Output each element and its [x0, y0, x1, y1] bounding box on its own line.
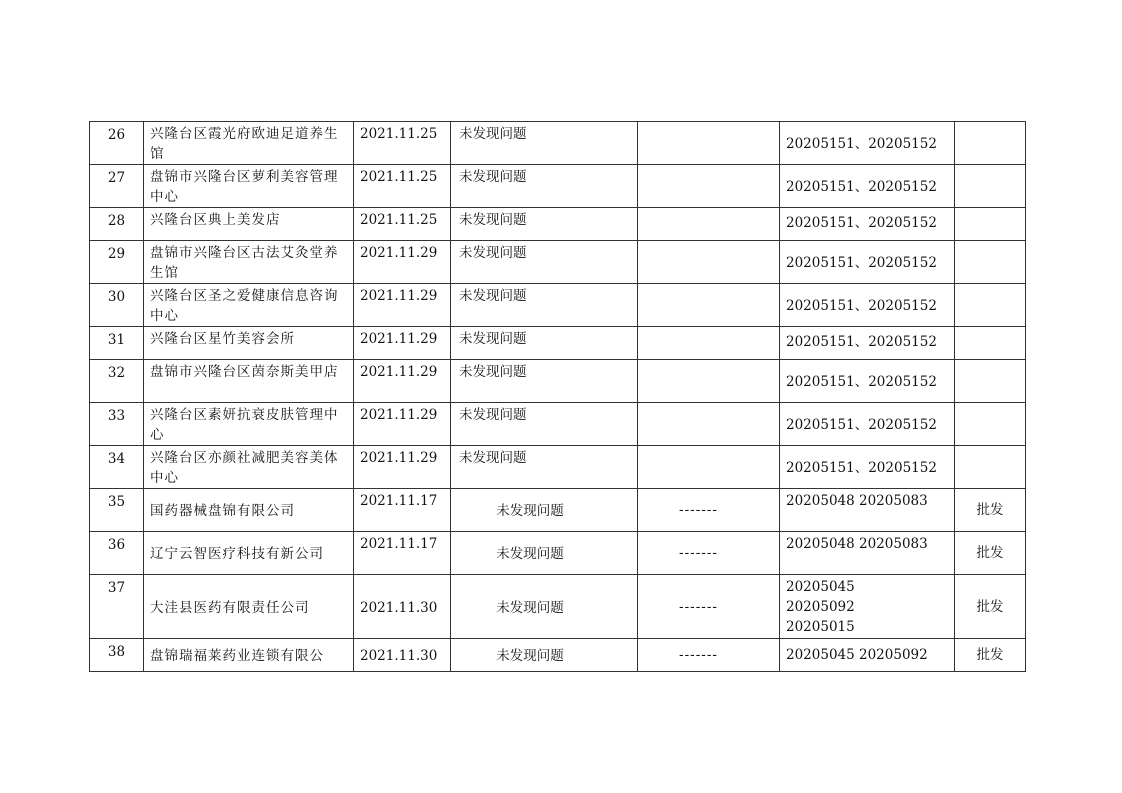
batch-numbers: 20205151、20205152: [780, 446, 955, 489]
business-name: 辽宁云智医疗科技有新公司: [144, 532, 354, 575]
check-date: 2021.11.17: [354, 532, 451, 575]
business-name: 兴隆台区霞光府欧迪足道养生馆: [144, 122, 354, 165]
batch-numbers: 20205045 20205092 20205015: [780, 575, 955, 639]
check-result: 未发现问题: [451, 360, 638, 403]
row-number: 37: [90, 575, 144, 639]
check-date: 2021.11.29: [354, 403, 451, 446]
row-number: 30: [90, 284, 144, 327]
row-number: 31: [90, 327, 144, 360]
row-number: 29: [90, 241, 144, 284]
row-number: 35: [90, 489, 144, 532]
note-cell: -------: [638, 639, 780, 672]
business-name: 盘锦瑞福莱药业连锁有限公: [144, 639, 354, 672]
remark-cell: [955, 122, 1026, 165]
check-date: 2021.11.29: [354, 446, 451, 489]
note-cell: -------: [638, 532, 780, 575]
remark-cell: 批发: [955, 639, 1026, 672]
row-number: 38: [90, 639, 144, 672]
note-cell: [638, 122, 780, 165]
check-result: 未发现问题: [451, 446, 638, 489]
note-cell: [638, 327, 780, 360]
table-row: [90, 489, 1026, 532]
business-name: 兴隆台区典上美发店: [144, 208, 354, 241]
remark-cell: 批发: [955, 532, 1026, 575]
business-name: 兴隆台区素妍抗衰皮肤管理中心: [144, 403, 354, 446]
batch-numbers: 20205151、20205152: [780, 327, 955, 360]
table-row: [90, 639, 1026, 672]
note-cell: [638, 241, 780, 284]
check-result: 未发现问题: [451, 639, 638, 672]
business-name: 盘锦市兴隆台区萝利美容管理中心: [144, 165, 354, 208]
table-row: [90, 165, 1026, 208]
remark-cell: [955, 284, 1026, 327]
batch-numbers: 20205151、20205152: [780, 403, 955, 446]
note-cell: [638, 360, 780, 403]
remark-cell: [955, 165, 1026, 208]
batch-numbers: 20205151、20205152: [780, 208, 955, 241]
business-name: 盘锦市兴隆台区古法艾灸堂养生馆: [144, 241, 354, 284]
row-number: 26: [90, 122, 144, 165]
row-number: 28: [90, 208, 144, 241]
note-cell: [638, 165, 780, 208]
note-cell: [638, 403, 780, 446]
business-name: 国药器械盘锦有限公司: [144, 489, 354, 532]
row-number: 27: [90, 165, 144, 208]
inspection-table: [89, 121, 1026, 672]
table-row: [90, 446, 1026, 489]
check-date: 2021.11.30: [354, 575, 451, 639]
check-date: 2021.11.25: [354, 122, 451, 165]
check-result: 未发现问题: [451, 327, 638, 360]
table-row: [90, 284, 1026, 327]
remark-cell: [955, 208, 1026, 241]
note-cell: [638, 284, 780, 327]
note-cell: -------: [638, 575, 780, 639]
table-row: [90, 403, 1026, 446]
table-row: [90, 208, 1026, 241]
row-number: 34: [90, 446, 144, 489]
check-date: 2021.11.29: [354, 284, 451, 327]
business-name: 兴隆台区亦颜社减肥美容美体中心: [144, 446, 354, 489]
table-row: [90, 122, 1026, 165]
check-result: 未发现问题: [451, 575, 638, 639]
check-date: 2021.11.25: [354, 208, 451, 241]
check-date: 2021.11.30: [354, 639, 451, 672]
remark-cell: [955, 327, 1026, 360]
note-cell: [638, 446, 780, 489]
check-result: 未发现问题: [451, 403, 638, 446]
row-number: 32: [90, 360, 144, 403]
check-date: 2021.11.29: [354, 360, 451, 403]
table-row: [90, 532, 1026, 575]
business-name: 大洼县医药有限责任公司: [144, 575, 354, 639]
business-name: 盘锦市兴隆台区茵奈斯美甲店: [144, 360, 354, 403]
batch-numbers: 20205151、20205152: [780, 284, 955, 327]
check-result: 未发现问题: [451, 122, 638, 165]
check-result: 未发现问题: [451, 165, 638, 208]
table-row: [90, 327, 1026, 360]
remark-cell: 批发: [955, 489, 1026, 532]
row-number: 33: [90, 403, 144, 446]
batch-numbers: 20205151、20205152: [780, 165, 955, 208]
check-date: 2021.11.17: [354, 489, 451, 532]
check-result: 未发现问题: [451, 532, 638, 575]
business-name: 兴隆台区圣之爱健康信息咨询中心: [144, 284, 354, 327]
remark-cell: [955, 403, 1026, 446]
remark-cell: 批发: [955, 575, 1026, 639]
business-name: 兴隆台区星竹美容会所: [144, 327, 354, 360]
check-result: 未发现问题: [451, 208, 638, 241]
table-row: [90, 241, 1026, 284]
batch-numbers: 20205045 20205092: [780, 639, 955, 672]
check-result: 未发现问题: [451, 241, 638, 284]
remark-cell: [955, 360, 1026, 403]
check-result: 未发现问题: [451, 489, 638, 532]
check-date: 2021.11.29: [354, 327, 451, 360]
table-row: [90, 360, 1026, 403]
batch-numbers: 20205048 20205083: [780, 489, 955, 532]
table-row: [90, 575, 1026, 639]
check-date: 2021.11.29: [354, 241, 451, 284]
remark-cell: [955, 446, 1026, 489]
batch-numbers: 20205151、20205152: [780, 122, 955, 165]
batch-numbers: 20205151、20205152: [780, 241, 955, 284]
remark-cell: [955, 241, 1026, 284]
check-result: 未发现问题: [451, 284, 638, 327]
batch-numbers: 20205151、20205152: [780, 360, 955, 403]
note-cell: -------: [638, 489, 780, 532]
batch-numbers: 20205048 20205083: [780, 532, 955, 575]
row-number: 36: [90, 532, 144, 575]
note-cell: [638, 208, 780, 241]
check-date: 2021.11.25: [354, 165, 451, 208]
